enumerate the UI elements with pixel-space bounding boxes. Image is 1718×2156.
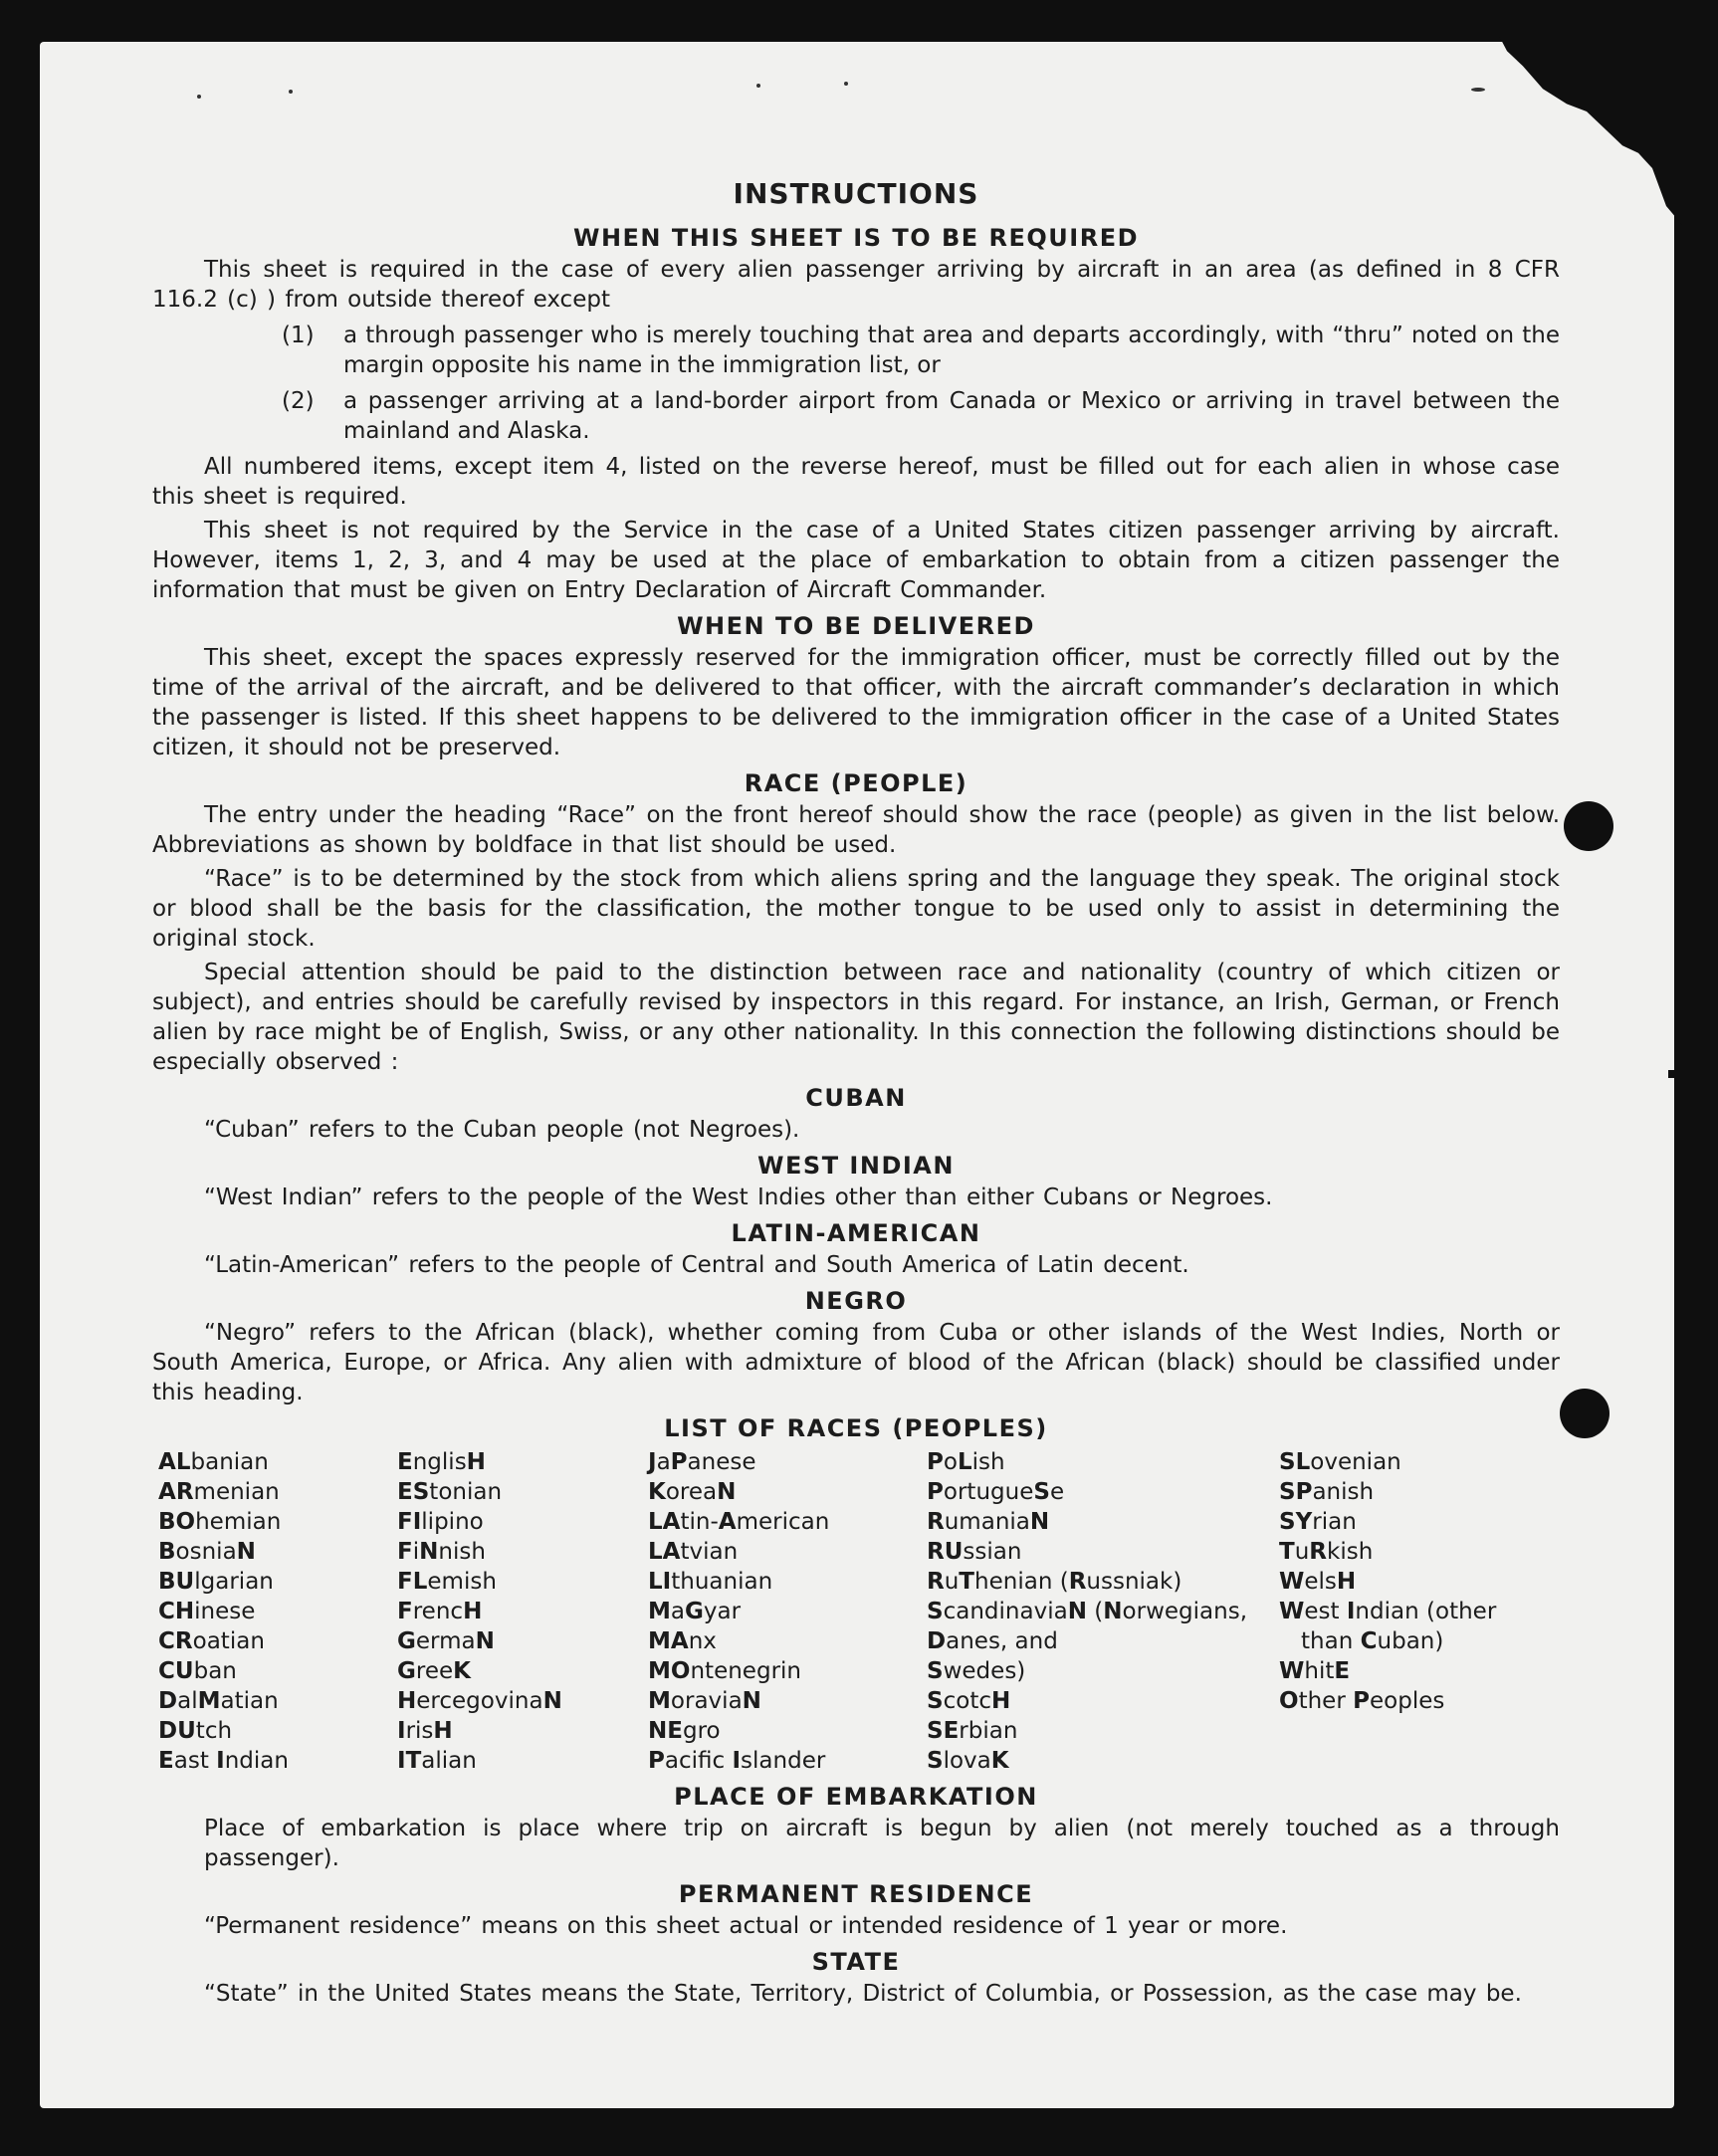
races-table bbox=[158, 1447, 1560, 1776]
race-entry: ITalian bbox=[397, 1748, 477, 1774]
race-entry: BosniaN bbox=[158, 1539, 256, 1565]
list-item bbox=[282, 386, 1560, 446]
race-entry: GermaN bbox=[397, 1628, 495, 1654]
heading-race: RACE (PEOPLE) bbox=[744, 769, 968, 797]
paragraph: The entry under the heading “Race” on the front hereof should show the race (people) as given in the list below. Abbreviations as shown by boldface in that list should be used. bbox=[152, 802, 1560, 858]
races-column bbox=[397, 1447, 648, 1776]
fold-mark bbox=[1668, 1070, 1680, 1078]
list-item bbox=[282, 321, 1560, 380]
race-entry: FiNnish bbox=[397, 1539, 486, 1565]
race-entry: SPanish bbox=[1279, 1479, 1375, 1505]
race-entry: CHinese bbox=[158, 1599, 256, 1624]
race-entry: LIthuanian bbox=[648, 1569, 773, 1595]
paragraph: This sheet is required in the case of every alien passenger arriving by aircraft in an area (as defined in 8 CFR 116.2 (c) ) from outside thereof except bbox=[152, 257, 1560, 313]
item-text: a passenger arriving at a land-border airport from Canada or Mexico or arriving in travel between the mainland and Alaska. bbox=[343, 388, 1560, 444]
heading-west-indian: WEST INDIAN bbox=[757, 1152, 955, 1180]
race-entry: ARmenian bbox=[158, 1479, 280, 1505]
races-column bbox=[648, 1447, 927, 1776]
race-entry: Pacifc Islander bbox=[648, 1748, 826, 1774]
race-entry: MaGyar bbox=[648, 1599, 742, 1624]
heading-list-of-races: LIST OF RACES (PEOPLES) bbox=[664, 1414, 1048, 1442]
races-column bbox=[927, 1447, 1279, 1776]
race-entry: SYrian bbox=[1279, 1509, 1357, 1535]
race-entry: Other Peoples bbox=[1279, 1688, 1445, 1714]
paragraph: All numbered items, except item 4, listed on the reverse hereof, must be filled out for each alien in whose case this sheet is required. bbox=[152, 454, 1560, 510]
race-entry: PoLish bbox=[927, 1449, 1005, 1475]
heading-cuban: CUBAN bbox=[805, 1084, 907, 1112]
heading-negro: NEGRO bbox=[804, 1287, 908, 1315]
page-title: INSTRUCTIONS bbox=[733, 177, 979, 210]
item-number: (2) bbox=[282, 388, 315, 414]
race-entry: TuRkish bbox=[1279, 1539, 1374, 1565]
item-text: a through passenger who is merely touching that area and departs accordingly, with “thru” noted on the margin opposite his name in the immigration list, or bbox=[343, 323, 1560, 378]
speck bbox=[1471, 88, 1485, 92]
race-entry: WhitE bbox=[1279, 1658, 1351, 1684]
paragraph: “State” in the United States means the State, Territory, District of Columbia, or Possession, as the case may be. bbox=[204, 1981, 1522, 2007]
race-entry: DalMatian bbox=[158, 1688, 279, 1714]
paragraph: Place of embarkation is place where trip on aircraft is begun by alien (not merely touched as a through passenger). bbox=[204, 1816, 1560, 1871]
paragraph: “Cuban” refers to the Cuban people (not Negroes). bbox=[204, 1117, 800, 1143]
paragraph: “Race” is to be determined by the stock from which aliens spring and the language they speak. The original stock or blood shall be the basis for the classification, the mother tongue to be used only to assist in determining the original stock. bbox=[152, 866, 1560, 952]
paragraph: This sheet is not required by the Service in the case of a United States citizen passenger arriving by aircraft. However, items 1, 2, 3, and 4 may be used at the place of embarkation to obtain from a citizen passenger the information that must be given on Entry Declaration of Aircraft Commander. bbox=[152, 518, 1560, 603]
speck bbox=[844, 82, 848, 86]
race-entry: RuThenian (Russniak) bbox=[927, 1569, 1182, 1595]
race-entry: IrisH bbox=[397, 1718, 453, 1744]
race-entry: West Indian (other bbox=[1279, 1599, 1497, 1624]
race-entry: RUssian bbox=[927, 1539, 1022, 1565]
race-entry: SlovaK bbox=[927, 1748, 1009, 1774]
race-entry: FIlipino bbox=[397, 1509, 484, 1535]
race-entry: LAtvian bbox=[648, 1539, 739, 1565]
race-entry: JaPanese bbox=[648, 1449, 756, 1475]
race-entry: CUban bbox=[158, 1658, 237, 1684]
heading-permanent-residence: PERMANENT RESIDENCE bbox=[678, 1880, 1034, 1908]
speck bbox=[197, 95, 201, 99]
item-number: (1) bbox=[282, 323, 315, 348]
race-entry: WelsH bbox=[1279, 1569, 1357, 1595]
heading-delivered: WHEN TO BE DELIVERED bbox=[677, 612, 1035, 640]
race-entry: EStonian bbox=[397, 1479, 503, 1505]
race-entry: GreeK bbox=[397, 1658, 471, 1684]
punch-hole-icon bbox=[1564, 801, 1613, 851]
race-entry: NEgro bbox=[648, 1718, 721, 1744]
race-entry: ScotcH bbox=[927, 1688, 1011, 1714]
race-entry: than Cuban) bbox=[1301, 1628, 1444, 1654]
punch-hole-icon bbox=[1560, 1389, 1610, 1438]
speck bbox=[289, 90, 293, 94]
instructions-content bbox=[152, 179, 1560, 2013]
races-column bbox=[1279, 1447, 1558, 1776]
races-column bbox=[158, 1447, 397, 1776]
race-entry: Danes, and bbox=[927, 1628, 1058, 1654]
race-entry: PortugueSe bbox=[927, 1479, 1065, 1505]
speck bbox=[756, 84, 760, 88]
race-entry: MoraviaN bbox=[648, 1688, 761, 1714]
race-entry: East Indian bbox=[158, 1748, 289, 1774]
race-entry: BUlgarian bbox=[158, 1569, 274, 1595]
paragraph: “Negro” refers to the African (black), whether coming from Cuba or other islands of the West Indies, North or South America, Europe, or Africa. Any alien with admixture of blood of the African (black) should be classified under this heading. bbox=[152, 1320, 1560, 1405]
race-entry: HercegovinaN bbox=[397, 1688, 562, 1714]
heading-required: WHEN THIS SHEET IS TO BE REQUIRED bbox=[572, 224, 1140, 252]
paragraph: “Latin-American” refers to the people of Central and South America of Latin decent. bbox=[204, 1252, 1189, 1278]
race-entry: BOhemian bbox=[158, 1509, 282, 1535]
race-entry: SErbian bbox=[927, 1718, 1018, 1744]
race-entry: FrencH bbox=[397, 1599, 483, 1624]
paragraph: “West Indian” refers to the people of the West Indies other than either Cubans or Negroes. bbox=[204, 1185, 1273, 1210]
paragraph: This sheet, except the spaces expressly reserved for the immigration officer, must be correctly filled out by the time of the arrival of the aircraft, and be delivered to that officer, with the aircraft commander’s declaration in which the passenger is listed. If this sheet happens to be delivered to the immigration officer in the case of a United States citizen, it should not be preserved. bbox=[152, 645, 1560, 760]
paragraph: Special attention should be paid to the distinction between race and nationality (country of which citizen or subject), and entries should be carefully revised by inspectors in this regard. For instance, an Irish, German, or French alien by race might be of English, Swiss, or any other nationality. In this connection the following distinctions should be especially observed : bbox=[152, 960, 1560, 1075]
race-entry: RumaniaN bbox=[927, 1509, 1050, 1535]
race-entry: MAnx bbox=[648, 1628, 717, 1654]
heading-latin-american: LATIN-AMERICAN bbox=[731, 1219, 981, 1247]
race-entry: KoreaN bbox=[648, 1479, 737, 1505]
race-entry: ScandinaviaN (Norwegians, bbox=[927, 1599, 1248, 1624]
race-entry: DUtch bbox=[158, 1718, 233, 1744]
race-entry: ALbanian bbox=[158, 1449, 269, 1475]
race-entry: SLovenian bbox=[1279, 1449, 1401, 1475]
paragraph: “Permanent residence” means on this sheet actual or intended residence of 1 year or more. bbox=[204, 1913, 1288, 1939]
race-entry: CRoatian bbox=[158, 1628, 265, 1654]
race-entry: LAtin-American bbox=[648, 1509, 830, 1535]
race-entry: Swedes) bbox=[927, 1658, 1026, 1684]
race-entry: FLemish bbox=[397, 1569, 497, 1595]
heading-state: STATE bbox=[811, 1948, 901, 1976]
race-entry: MOntenegrin bbox=[648, 1658, 801, 1684]
race-entry: EnglisH bbox=[397, 1449, 486, 1475]
heading-embarkation: PLACE OF EMBARKATION bbox=[674, 1783, 1038, 1811]
